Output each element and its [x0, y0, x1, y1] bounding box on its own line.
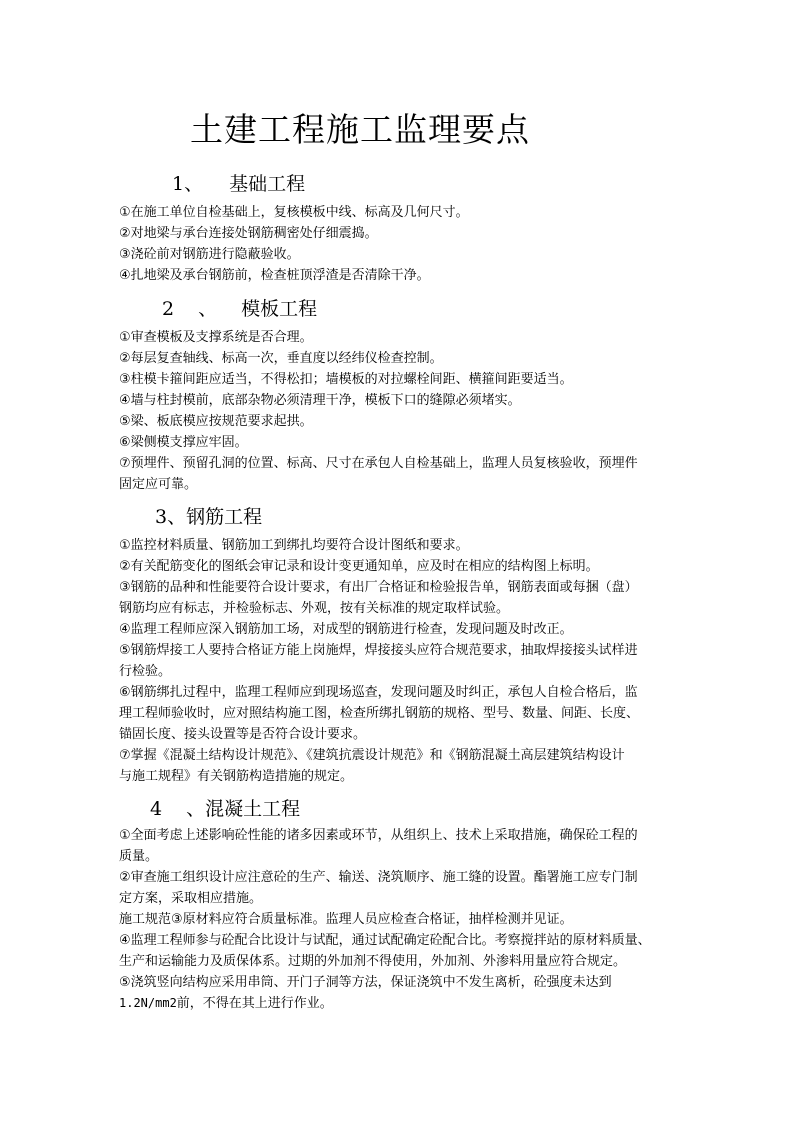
list-item: ③浇砼前对钢筋进行隐蔽验收。 — [119, 247, 300, 262]
list-item-tail — [119, 993, 679, 1014]
section-body-3 — [119, 535, 679, 787]
section-body-2 — [119, 327, 679, 495]
list-item: ④监理工程师应深入钢筋加工场，对成型的钢筋进行检查，发现问题及时改正。 — [119, 622, 573, 637]
section-title: 钢筋工程 — [186, 506, 263, 528]
list-item: ⑥钢筋绑扎过程中，监理工程师应到现场巡查，发现问题及时纠正，承包人自检合格后，监 — [119, 685, 638, 700]
list-item: ①在施工单位自检基础上，复核模板中线、标高及几何尺寸。 — [119, 205, 469, 220]
list-item: ⑦掌握《混凝土结构设计规范》、《建筑抗震设计规范》和《钢筋混凝土高层建筑结构设计 — [119, 748, 625, 763]
section-number: 1、 — [172, 173, 204, 195]
list-item: 施工规范③原材料应符合质量标准。监理人员应检查合格证，抽样检测并见证。 — [119, 912, 573, 927]
list-item: ③钢筋的品种和性能要符合设计要求，有出厂合格证和检验报告单，钢筋表面或每捆（盘） — [119, 580, 638, 595]
list-item: 理工程师验收时，应对照结构施工图，检查所绑扎钢筋的规格、型号、数量、间距、长度、 — [119, 706, 640, 721]
section-title: 混凝土工程 — [205, 798, 301, 820]
list-item: ⑤钢筋焊接工人要持合格证方能上岗施焊，焊接接头应符合规范要求，抽取焊接接头试样进 — [119, 643, 638, 658]
section-separator: 、 — [186, 798, 206, 820]
list-item: ⑦预埋件、预留孔洞的位置、标高、尺寸在承包人自检基础上，监理人员复核验收，预埋件 — [119, 456, 638, 471]
list-item: ④墙与柱封模前，底部杂物必须清理干净，模板下口的缝隙必须堵实。 — [119, 393, 521, 408]
list-item: 生产和运输能力及质保体系。过期的外加剂不得使用，外加剂、外渗料用量应符合规定。 — [119, 954, 627, 969]
list-item: ①监控材料质量、钢筋加工到绑扎均要符合设计图纸和要求。 — [119, 538, 469, 553]
list-item: 锚固长度、接头设置等是否符合设计要求。 — [119, 727, 367, 742]
list-item: ②有关配筋变化的图纸会审记录和设计变更通知单，应及时在相应的结构图上标明。 — [119, 559, 599, 574]
section-body-1 — [119, 202, 679, 286]
list-item: ③柱模卡箍间距应适当，不得松扣；墙模板的对拉螺栓间距、横箍间距要适当。 — [119, 372, 573, 387]
unit-value: 1.2N/mm2 — [119, 996, 177, 1010]
section-title: 模板工程 — [241, 298, 318, 320]
list-item: ②审查施工组织设计应注意砼的生产、输送、浇筑顺序、施工缝的设置。酯署施工应专门制 — [119, 870, 638, 885]
section-heading-3 — [155, 502, 262, 529]
list-item: ⑥梁侧模支撑应牢固。 — [119, 435, 248, 450]
section-heading-4 — [150, 794, 300, 821]
list-item: ⑤梁、板底模应按规范要求起拱。 — [119, 414, 313, 429]
list-item: ②每层复查轴线、标高一次，垂直度以经纬仪检查控制。 — [119, 351, 443, 366]
list-item: ①审查模板及支撑系统是否合理。 — [119, 330, 313, 345]
tail-text: 前，不得在其上进行作业。 — [176, 996, 333, 1011]
list-item: 与施工规程》有关钢筋构造措施的规定。 — [119, 769, 354, 784]
section-heading-1 — [172, 169, 305, 196]
list-item: ④监理工程师参与砼配合比设计与试配，通过试配确定砼配合比。考察搅拌站的原材料质量、 — [119, 933, 651, 948]
section-number: 2 — [162, 298, 175, 320]
list-item: 固定应可靠。 — [119, 477, 198, 492]
document-title: 土建工程施工监理要点 — [190, 110, 530, 149]
list-item: 行检验。 — [119, 664, 172, 679]
list-item: ⑤浇筑竖向结构应采用串筒、开门子洞等方法，保证浇筑中不发生离析，砼强度未达到 — [119, 975, 612, 990]
section-number: 4 — [150, 798, 163, 820]
list-item: ①全面考虑上述影响砼性能的诸多因素或环节，从组织上、技术上采取措施，确保砼工程的 — [119, 828, 638, 843]
section-separator: 、 — [198, 298, 218, 320]
list-item: 定方案，采取相应措施。 — [119, 891, 263, 906]
list-item: ④扎地梁及承台钢筋前，检查桩顶浮渣是否清除干净。 — [119, 268, 430, 283]
list-item: ②对地梁与承台连接处钢筋稠密处仔细震捣。 — [119, 226, 378, 241]
section-body-4 — [119, 825, 679, 1014]
list-item: 质量。 — [119, 849, 159, 864]
section-heading-2 — [162, 294, 317, 321]
section-title: 基础工程 — [229, 173, 306, 195]
list-item: 钢筋均应有标志，并检验标志、外观，按有关标准的规定取样试验。 — [119, 601, 510, 616]
section-number: 3、 — [155, 506, 187, 528]
